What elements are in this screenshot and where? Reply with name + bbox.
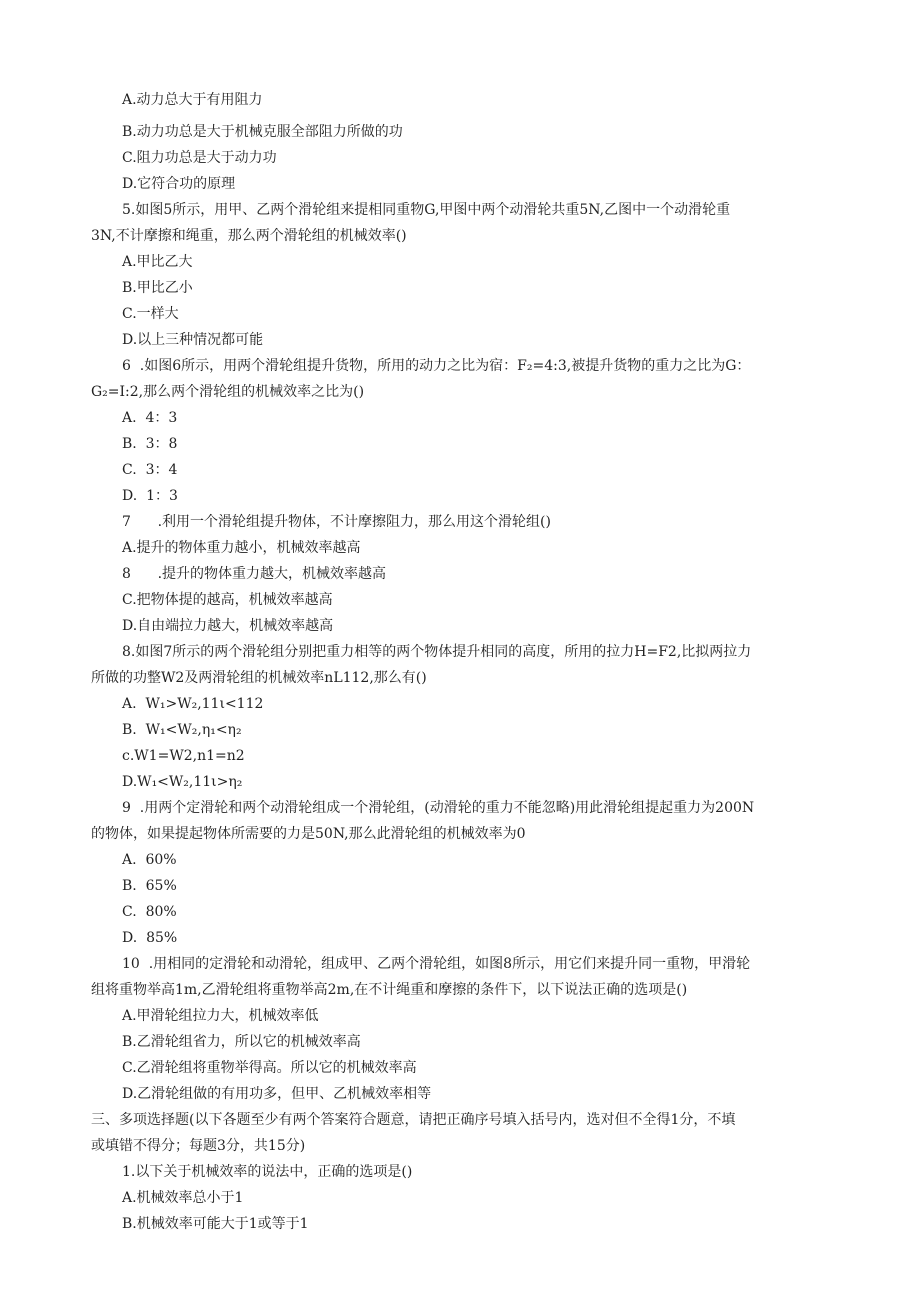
text-line: 组将重物举高1m,乙滑轮组将重物举高2m,在不计绳重和摩擦的条件下，以下说法正确的选项是(): [91, 982, 688, 998]
text-line: C.把物体提的越高，机械效率越高: [122, 592, 333, 608]
text-line: D.自由端拉力越大，机械效率越高: [122, 618, 334, 634]
text-line: A.甲比乙大: [122, 254, 193, 270]
text-line: 7 .利用一个滑轮组提升物体，不计摩擦阻力，那么用这个滑轮组(): [122, 514, 551, 530]
text-line: A.机械效率总小于1: [122, 1190, 244, 1206]
text-line: C.阻力功总是大于动力功: [122, 150, 277, 166]
text-line: C.一样大: [122, 306, 179, 322]
text-line: 或填错不得分；每题3分，共15分): [91, 1138, 306, 1154]
text-line: A. 60%: [122, 852, 177, 868]
text-line: 三、多项选择题(以下各题至少有两个答案符合题意，请把正确序号填入括号内，选对但不全得1分，不填: [91, 1112, 736, 1128]
text-line: D.W₁<W₂,11ι>η₂: [122, 774, 243, 790]
text-line: C.乙滑轮组将重物举得高。所以它的机械效率高: [122, 1060, 417, 1076]
text-line: A.动力总大于有用阻力: [122, 92, 263, 108]
text-line: 所做的功整W2及两滑轮组的机械效率nL112,那么有(): [91, 670, 427, 686]
text-line: 8.如图7所示的两个滑轮组分别把重力相等的两个物体提升相同的高度，所用的拉力H=F2,比拟两拉力: [122, 644, 752, 660]
text-line: D.乙滑轮组做的有用功多，但甲、乙机械效率相等: [122, 1086, 432, 1102]
text-line: 6 .如图6所示，用两个滑轮组提升货物，所用的动力之比为宿：F₂=4:3,被提升货物的重力之比为G：: [122, 358, 751, 374]
text-line: D.它符合功的原理: [122, 176, 236, 192]
text-line: 的物体，如果提起物体所需要的力是50N,那么此滑轮组的机械效率为0: [91, 826, 526, 842]
text-line: D. 85%: [122, 930, 178, 946]
text-line: 10 .用相同的定滑轮和动滑轮，组成甲、乙两个滑轮组，如图8所示，用它们来提升同一重物，甲滑轮: [122, 956, 751, 972]
text-line: A. 4：3: [122, 410, 178, 426]
text-line: G₂=I:2,那么两个滑轮组的机械效率之比为(): [91, 384, 365, 400]
text-line: 5.如图5所示，用甲、乙两个滑轮组来提相同重物G,甲图中两个动滑轮共重5N,乙图中一个动滑轮重: [122, 202, 731, 218]
text-line: B.动力功总是大于机械克服全部阻力所做的功: [122, 124, 403, 140]
text-line: C. 80%: [122, 904, 177, 920]
text-line: D.以上三种情况都可能: [122, 332, 264, 348]
text-line: B.乙滑轮组省力，所以它的机械效率高: [122, 1034, 361, 1050]
text-line: 3N,不计摩擦和绳重，那么两个滑轮组的机械效率(): [91, 228, 407, 244]
text-line: 8 .提升的物体重力越大，机械效率越高: [122, 566, 387, 582]
text-line: A.提升的物体重力越小，机械效率越高: [122, 540, 361, 556]
text-line: A.甲滑轮组拉力大，机械效率低: [122, 1008, 319, 1024]
text-line: B.机械效率可能大于1或等于1: [122, 1216, 309, 1232]
text-line: D. 1：3: [122, 488, 178, 504]
text-line: B. 3：8: [122, 436, 178, 452]
text-line: B.甲比乙小: [122, 280, 193, 296]
text-line: B. W₁<W₂,η₁<η₂: [122, 722, 242, 738]
text-line: 9 .用两个定滑轮和两个动滑轮组成一个滑轮组，(动滑轮的重力不能忽略)用此滑轮组提起重力为200N: [122, 800, 755, 816]
text-line: c.W1=W2,n1=n2: [122, 748, 245, 764]
text-line: 1.以下关于机械效率的说法中，正确的选项是(): [122, 1164, 413, 1180]
text-line: B. 65%: [122, 878, 177, 894]
text-line: C. 3：4: [122, 462, 178, 478]
text-line: A. W₁>W₂,11ι<112: [122, 696, 264, 712]
